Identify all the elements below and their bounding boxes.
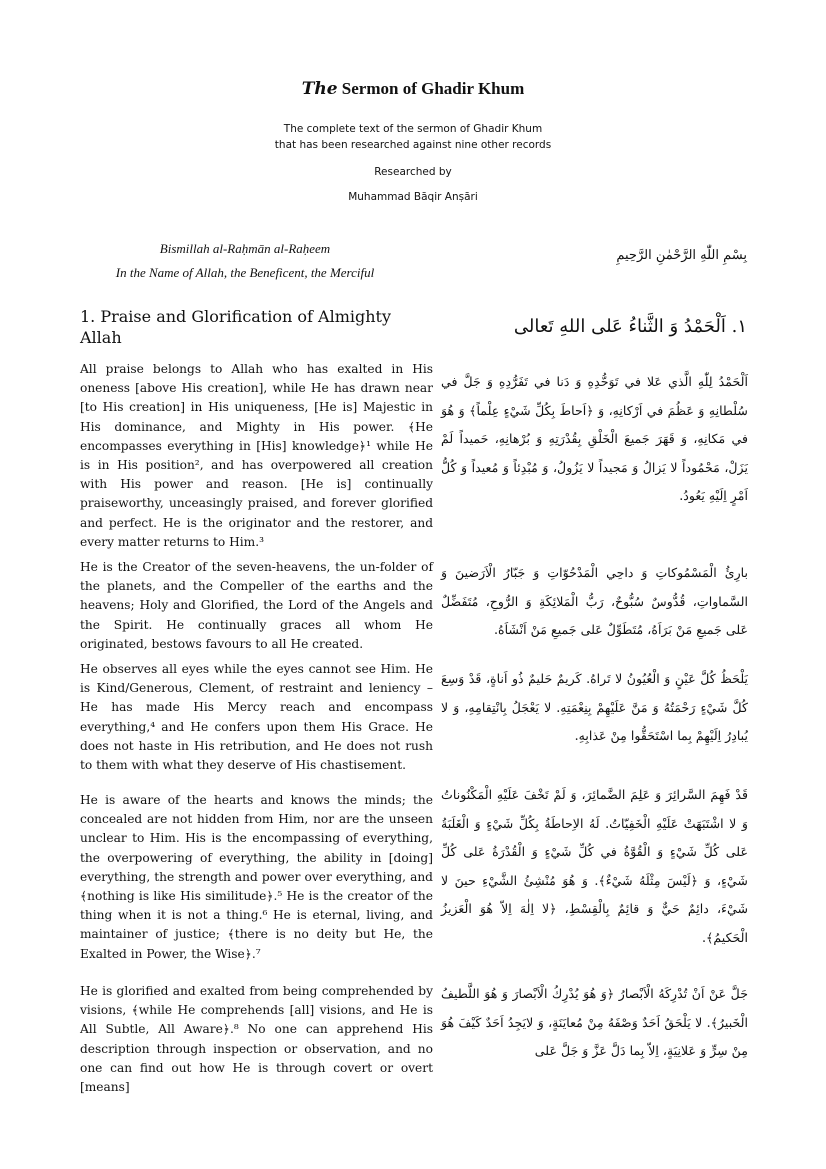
title-text: Sermon of Ghadir Khum (341, 79, 525, 98)
subtitle-line-2: that has been researched against nine other records (274, 139, 552, 151)
title-prefix: The (301, 79, 338, 99)
paragraph-arabic-3: يَلْحَظُ كُلَّ عَيْنٍ وَ الْعُيُونُ لا تَراهُ. كَريمٌ حَليمٌ ذُو اَناةٍ، قَدْ وَسِعَ كُلَّ شَيْءٍ رَحْمَتُهُ وَ مَنَّ عَلَيْهِمْ بِنِعْمَتِهِ. لا يَعْجَلُ بِانْتِقامِهِ، وَ لا يُبادِرُ اِلَيْهِمْ بِما اسْتَحَقُّوا مِنْ عَذابِهِ. (441, 671, 748, 743)
bismillah-translation: In the Name of Allah, the Beneficent, the Merciful (115, 265, 375, 280)
paragraph-arabic-1: اَلْحَمْدُ لِلّٰهِ الَّذي عَلا في تَوَحُّدِهِ وَ دَنا في تَفَرُّدِهِ وَ جَلَّ في سُلْطانِهِ وَ عَظُمَ في اَرْكانِهِ، وَ ﴿اَحاطَ بِكُلِّ شَيْءٍ عِلْماً﴾ وَ هُوَ في مَكانِهِ، وَ قَهَرَ جَميعَ الْخَلْقِ بِقُدْرَتِهِ وَ بُرْهانِهِ، حَميداً لَمْ يَزَلْ، مَحْمُوداً لا يَزالُ وَ مَجيداً لا يَزُولُ، وَ مُبْدِئاً وَ مُعيداً وَ كُلُّ اَمْرٍ اِلَيْهِ يَعُودُ. (441, 374, 748, 503)
researched-by-label: Researched by (374, 166, 452, 178)
paragraph-english-1: All praise belongs to Allah who has exalted in His oneness [above His creation], while He has drawn near [to His creation] in His uniqueness, [He is] Majestic in His dominance, and Mighty in His power. ﴾He encompasses everything in [His] knowledge﴿¹ while He is in His position², and has overpowered all creation with His power and reason. [He is] continually praiseworthy, unceasingly praised, and forever glorified and perfect. He is the originator and the restorer, and every matter returns to Him.³ (80, 362, 433, 549)
paragraph-english-5: He is glorified and exalted from being comprehended by visions, ﴾while He comprehends [all] visions, and He is All Subtle, All Aware﴿.⁸ No one can apprehend His description through inspection or observation, and no one can find out how He is through covert or overt [means] (80, 984, 433, 1095)
section-heading-english: 1. Praise and Glorification of Almighty Allah (80, 307, 392, 347)
bismillah-transliteration: Bismillah al-Raḥmān al-Raḥeem (159, 241, 331, 256)
paragraph-arabic-4: قَدْ فَهِمَ السَّرائِرَ وَ عَلِمَ الضَّمائِرَ، وَ لَمْ تَخْفَ عَلَيْهِ الْمَكْنُوناتُ وَ لا اشْتَبَهَتْ عَلَيْهِ الْخَفِيّاتُ. لَهُ الاِحاطَةُ بِكُلِّ شَيْءٍ وَ الْغَلَبَةُ عَلى كُلِّ شَيْءٍ وَ الْقُوَّةُ في كُلِّ شَيْءٍ وَ الْقُدْرَةُ عَلى كُلِّ شَيْءٍ، وَ ﴿لَيْسَ مِثْلَهُ شَيْءٌ﴾. وَ هُوَ مُنْشِئُ الشَّيْءِ حينَ لا شَيْءَ، دائِمٌ حَيٌّ وَ قائِمٌ بِالْقِسْطِ، ﴿لا اِلٰهَ اِلاّ هُوَ الْعَزيزُ الْحَكيمُ﴾. (441, 787, 748, 945)
page-title (0, 79, 826, 99)
paragraph-arabic-5: جَلَّ عَنْ اَنْ تُدْرِكَهُ الْاَبْصارُ ﴿وَ هُوَ يُدْرِكُ الْاَبْصارَ وَ هُوَ اللَّطيفُ الْخَبيرُ﴾. لا يَلْحَقُ اَحَدٌ وَصْفَهُ مِنْ مُعايَنَةٍ، وَ لايَجِدُ اَحَدٌ كَيْفَ هُوَ مِنْ سِرٍّ وَ عَلانِيَةٍ، اِلاّ بِما دَلَّ عَزَّ وَ جَلَّ عَلى (441, 986, 748, 1058)
subtitle-line-1: The complete text of the sermon of Ghadir Khum (283, 123, 543, 135)
paragraph-english-2: He is the Creator of the seven-heavens, the un-folder of the planets, and the Compeller of the earths and the heavens; Holy and Glorified, the Lord of the Angels and the Spirit. He continually graces all whom He originated, bestows favours to all He created. (80, 560, 433, 651)
author-name: Muhammad Bāqir Anṣāri (348, 191, 478, 203)
paragraph-english-4: He is aware of the hearts and knows the minds; the concealed are not hidden from Him, nor are the unseen unclear to Him. His is the encompassing of everything, the overpowering of everything, the ability in [doing] everything, the strength and power over everything, and ﴾nothing is like His similitude﴿.⁵ He is the creator of the thing when it is not a thing.⁶ He is eternal, living, and maintainer of justice; ﴾there is no deity but He, the Exalted in Power, the Wise﴿.⁷ (80, 793, 433, 961)
bismillah-arabic: بِسْمِ اللّٰهِ الرَّحْمٰنِ الرَّحِيمِ (616, 248, 747, 263)
paragraph-english-3: He observes all eyes while the eyes cannot see Him. He is Kind/Generous, Clement, of restraint and leniency – He has made His Mercy reach and encompass everything,⁴ and He confers upon them His Grace. He does not haste in His retribution, and He does not rush to them with what they deserve of His chastisement. (80, 662, 433, 773)
section-heading-arabic: ١. اَلْحَمْدُ وَ الثَّناءُ عَلى اللهِ تَعالى (513, 316, 747, 337)
paragraph-arabic-2: بارِئُ الْمَسْمُوكاتِ وَ داحِي الْمَدْحُوّاتِ وَ جَبّارُ الْاَرَضينَ وَ السَّماواتِ، قُدُّوسٌ سُبُّوحٌ، رَبُّ الْمَلائِكَةِ وَ الرُّوحِ، مُتَفَضِّلٌ عَلى جَميعِ مَنْ بَرَاَهُ، مُتَطَوِّلٌ عَلى جَميعِ مَنْ اَنْشَاَهُ. (441, 565, 748, 637)
